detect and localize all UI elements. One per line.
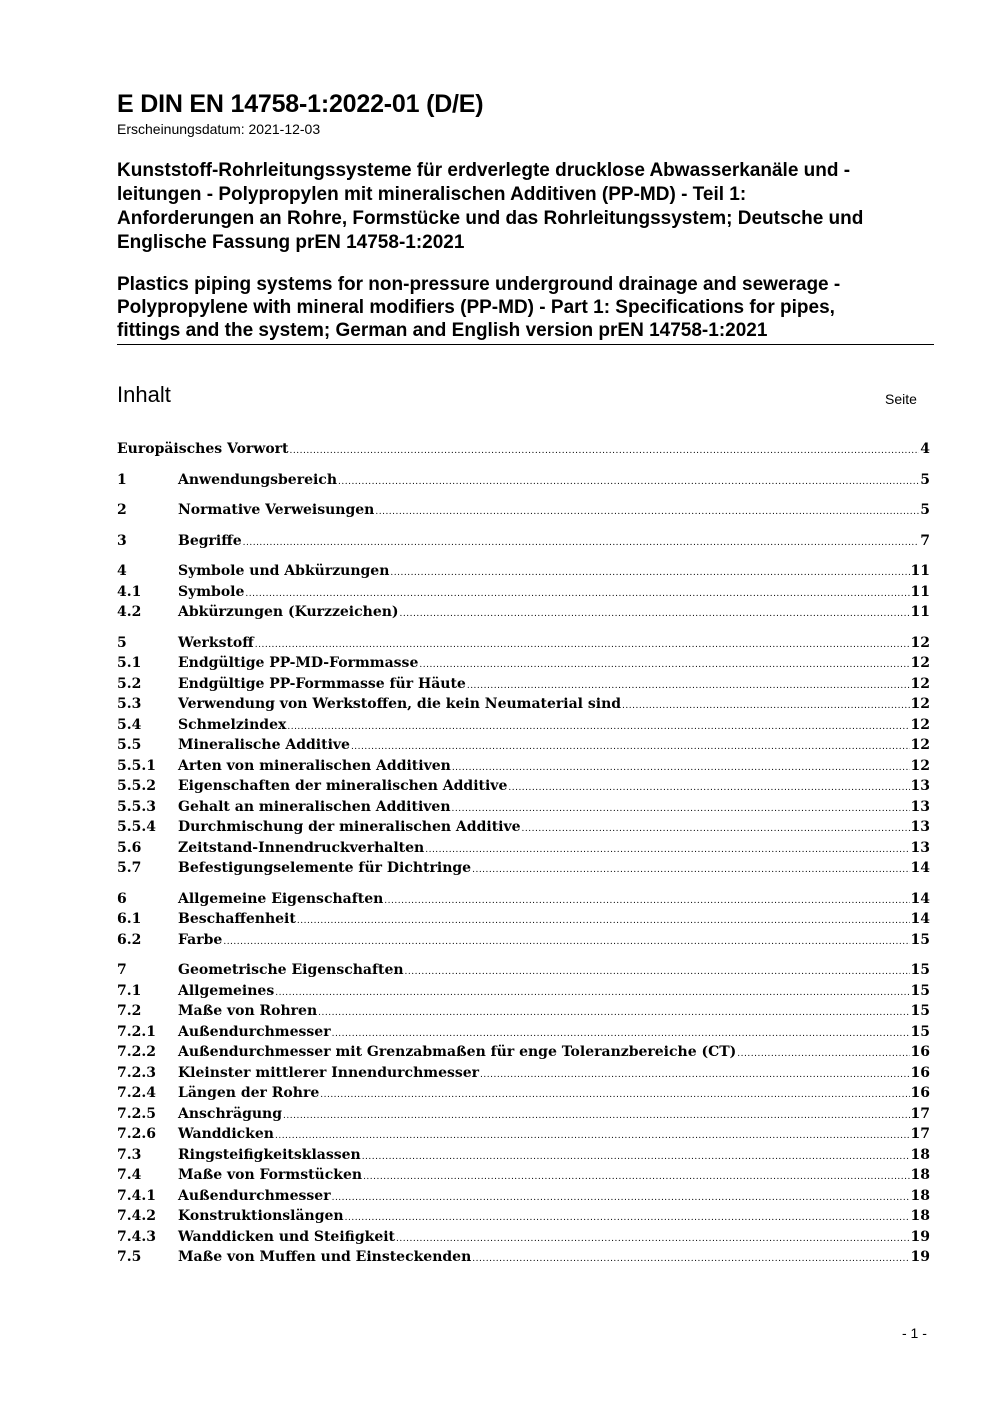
title-divider bbox=[117, 344, 934, 345]
toc-entry-title: Wanddicken und Steifigkeit bbox=[178, 1228, 396, 1245]
toc-entry-number: 7.4.3 bbox=[117, 1228, 156, 1245]
toc-entry-title: Normative Verweisungen bbox=[178, 502, 375, 518]
toc-entry-number: 7.2.4 bbox=[117, 1085, 156, 1101]
toc-dot-leader bbox=[351, 735, 910, 758]
toc-entry-number: 5.4 bbox=[117, 716, 142, 733]
toc-entry-title: Symbole bbox=[178, 583, 245, 600]
toc-dot-leader bbox=[425, 838, 909, 861]
toc-entry-page: 17 bbox=[910, 1105, 930, 1122]
toc-entry-number: 7.3 bbox=[117, 1146, 142, 1163]
title-english bbox=[117, 273, 927, 342]
toc-entry-page: 18 bbox=[910, 1167, 930, 1183]
toc-dot-leader bbox=[345, 1206, 910, 1229]
toc-entry[interactable] bbox=[117, 602, 930, 623]
toc-entry-page: 13 bbox=[910, 778, 930, 794]
toc-entry-title: Allgemeine Eigenschaften bbox=[178, 890, 384, 907]
toc-entry[interactable] bbox=[117, 981, 930, 1002]
toc-group bbox=[117, 633, 930, 879]
toc-dot-leader bbox=[405, 960, 910, 983]
toc-entry-page: 12 bbox=[910, 634, 930, 651]
toc-entry-title: Außendurchmesser bbox=[178, 1187, 331, 1204]
toc-entry-title: Wanddicken bbox=[178, 1126, 274, 1142]
toc-entry-page: 7 bbox=[920, 532, 930, 549]
toc-entry[interactable] bbox=[117, 735, 930, 756]
toc-entry-page: 18 bbox=[910, 1208, 930, 1224]
toc-entry-page: 14 bbox=[910, 860, 930, 876]
toc-entry[interactable] bbox=[117, 1124, 930, 1145]
toc-entry-number: 7.4.1 bbox=[117, 1187, 156, 1204]
toc-entry[interactable] bbox=[117, 838, 930, 859]
toc-entry[interactable] bbox=[117, 653, 930, 674]
toc-entry-number: 7.2 bbox=[117, 1003, 142, 1019]
toc-entry-page: 15 bbox=[910, 962, 930, 978]
toc-entry-title: Eigenschaften der mineralischen Additive bbox=[178, 778, 508, 794]
toc-entry-page: 15 bbox=[910, 1003, 930, 1019]
toc-dot-leader bbox=[332, 1186, 910, 1209]
toc-entry-title: Mineralische Additive bbox=[178, 737, 350, 753]
toc-entry[interactable] bbox=[117, 1206, 930, 1227]
toc-dot-leader bbox=[283, 1104, 910, 1127]
toc-dot-leader bbox=[384, 889, 909, 912]
toc-dot-leader bbox=[396, 1227, 909, 1250]
toc-entry-page: 17 bbox=[910, 1126, 930, 1142]
toc-entry-number: 5.5.2 bbox=[117, 778, 156, 794]
toc-entry-page: 15 bbox=[910, 931, 930, 948]
toc-dot-leader bbox=[419, 653, 909, 676]
toc-entry-page: 12 bbox=[910, 757, 930, 774]
toc-entry-page: 14 bbox=[910, 890, 930, 907]
toc-entry-title: Beschaffenheit bbox=[178, 911, 296, 927]
toc-dot-leader bbox=[452, 797, 910, 820]
toc-entry[interactable] bbox=[117, 1063, 930, 1084]
toc-group bbox=[117, 439, 930, 460]
title-english-line: Plastics piping systems for non-pressure underground drainage and sewerage - bbox=[117, 274, 841, 295]
title-german bbox=[117, 159, 927, 255]
toc-entry-page: 19 bbox=[910, 1228, 930, 1245]
toc-entry-number: 7 bbox=[117, 962, 127, 978]
toc-entry-number: 7.2.5 bbox=[117, 1105, 156, 1122]
toc-entry[interactable] bbox=[117, 1001, 930, 1022]
toc-entry-number: 5.5.1 bbox=[117, 757, 156, 774]
toc-entry-number: 6 bbox=[117, 890, 127, 907]
toc-entry-page: 16 bbox=[910, 1085, 930, 1101]
toc-group bbox=[117, 960, 930, 1268]
toc-entry-page: 12 bbox=[910, 675, 930, 692]
toc-entry-page: 12 bbox=[910, 716, 930, 733]
document-id: E DIN EN 14758-1:2022-01 (D/E) bbox=[117, 90, 484, 118]
toc-entry-page: 16 bbox=[910, 1044, 930, 1060]
page-number: - 1 - bbox=[902, 1325, 927, 1341]
toc-entry-page: 15 bbox=[910, 1023, 930, 1040]
toc-entry[interactable] bbox=[117, 1022, 930, 1043]
toc-entry-page: 18 bbox=[910, 1146, 930, 1163]
toc-entry[interactable] bbox=[117, 531, 930, 552]
toc-entry-title: Europäisches Vorwort bbox=[117, 441, 289, 457]
toc-entry-page: 5 bbox=[920, 502, 930, 518]
toc-entry[interactable] bbox=[117, 909, 930, 930]
toc-entry-number: 5.7 bbox=[117, 860, 142, 876]
toc-dot-leader bbox=[452, 756, 910, 779]
toc-entry[interactable] bbox=[117, 715, 930, 736]
toc-entry-number: 5.5.3 bbox=[117, 798, 156, 815]
toc-entry-title: Begriffe bbox=[178, 532, 242, 549]
toc-entry-number: 7.4.2 bbox=[117, 1208, 156, 1224]
toc-entry[interactable] bbox=[117, 889, 930, 910]
toc-dot-leader bbox=[223, 930, 909, 953]
title-english-line: fittings and the system; German and English version prEN 14758-1:2021 bbox=[117, 320, 768, 341]
toc-entry-page: 16 bbox=[910, 1064, 930, 1081]
toc-entry-title: Gehalt an mineralischen Additiven bbox=[178, 798, 451, 815]
toc-entry[interactable] bbox=[117, 1247, 930, 1268]
toc-entry-title: Anschrägung bbox=[178, 1105, 283, 1122]
toc-entry-title: Maße von Formstücken bbox=[178, 1167, 363, 1183]
toc-entry-title: Ringsteifigkeitsklassen bbox=[178, 1146, 361, 1163]
toc-group bbox=[117, 889, 930, 951]
toc-entry-page: 5 bbox=[920, 471, 930, 488]
toc-dot-leader bbox=[480, 1063, 909, 1086]
toc-entry[interactable] bbox=[117, 1104, 930, 1125]
toc-entry-page: 18 bbox=[910, 1187, 930, 1204]
toc-entry-title: Abkürzungen (Kurzzeichen) bbox=[178, 604, 399, 620]
toc-entry[interactable] bbox=[117, 930, 930, 951]
toc-entry-number: 7.2.1 bbox=[117, 1023, 156, 1040]
toc-entry-number: 7.5 bbox=[117, 1249, 142, 1265]
toc-dot-leader bbox=[332, 1022, 910, 1045]
toc-dot-leader bbox=[472, 858, 909, 881]
toc-entry-title: Symbole und Abkürzungen bbox=[178, 563, 390, 579]
toc-entry-number: 3 bbox=[117, 532, 127, 549]
toc-entry-number: 5.2 bbox=[117, 675, 142, 692]
toc-entry[interactable] bbox=[117, 582, 930, 603]
toc-entry-title: Geometrische Eigenschaften bbox=[178, 962, 404, 978]
toc-entry-title: Maße von Rohren bbox=[178, 1003, 318, 1019]
toc-entry-page: 14 bbox=[910, 911, 930, 927]
title-german-line: Anforderungen an Rohre, Formstücke und das Rohrleitungssystem; Deutsche und bbox=[117, 208, 864, 229]
toc-entry-number: 5.5 bbox=[117, 737, 142, 753]
toc-entry-number: 2 bbox=[117, 502, 127, 518]
toc-entry-title: Allgemeines bbox=[178, 982, 275, 999]
toc-entry[interactable] bbox=[117, 1145, 930, 1166]
toc-entry-number: 4 bbox=[117, 563, 127, 579]
toc-dot-leader bbox=[338, 470, 919, 493]
toc-entry-title: Längen der Rohre bbox=[178, 1085, 320, 1101]
toc-dot-leader bbox=[522, 817, 910, 840]
toc-entry-page: 11 bbox=[910, 563, 930, 579]
toc-page-column-label: Seite bbox=[885, 391, 917, 407]
toc-dot-leader bbox=[390, 561, 909, 584]
toc-entry-title: Farbe bbox=[178, 931, 223, 948]
toc-entry-title: Arten von mineralischen Additiven bbox=[178, 757, 451, 774]
toc-entry-title: Endgültige PP-MD-Formmasse bbox=[178, 655, 419, 671]
toc-entry-number: 7.2.6 bbox=[117, 1126, 156, 1142]
toc-entry[interactable] bbox=[117, 797, 930, 818]
toc-entry[interactable] bbox=[117, 439, 930, 460]
toc-entry-title: Werkstoff bbox=[178, 634, 254, 651]
toc-entry[interactable] bbox=[117, 500, 930, 521]
toc-dot-leader bbox=[287, 715, 909, 738]
toc-entry-title: Außendurchmesser bbox=[178, 1023, 331, 1040]
toc-entry[interactable] bbox=[117, 470, 930, 491]
toc-entry-number: 6.2 bbox=[117, 931, 142, 948]
toc-dot-leader bbox=[362, 1145, 910, 1168]
toc-entry-number: 6.1 bbox=[117, 911, 142, 927]
toc-entry[interactable] bbox=[117, 1042, 930, 1063]
toc-entry-title: Maße von Muffen und Einsteckenden bbox=[178, 1249, 472, 1265]
toc-dot-leader bbox=[243, 531, 920, 554]
toc-entry[interactable] bbox=[117, 674, 930, 695]
toc-entry-title: Zeitstand-Innendruckverhalten bbox=[178, 839, 425, 856]
toc-entry[interactable] bbox=[117, 817, 930, 838]
toc-entry-title: Verwendung von Werkstoffen, die kein Neumaterial sind bbox=[178, 696, 622, 712]
toc-entry[interactable] bbox=[117, 1083, 930, 1104]
toc-heading: Inhalt bbox=[117, 382, 171, 407]
toc-entry-title: Konstruktionslängen bbox=[178, 1208, 344, 1224]
toc-entry[interactable] bbox=[117, 858, 930, 879]
toc-dot-leader bbox=[297, 909, 910, 932]
toc-entry-page: 15 bbox=[910, 982, 930, 999]
toc-entry[interactable] bbox=[117, 756, 930, 777]
toc-entry-number: 7.2.3 bbox=[117, 1064, 156, 1081]
toc-entry-page: 12 bbox=[910, 737, 930, 753]
toc-entry-title: Kleinster mittlerer Innendurchmesser bbox=[178, 1064, 480, 1081]
toc-entry-number: 7.1 bbox=[117, 982, 142, 999]
toc-entry-title: Schmelzindex bbox=[178, 716, 287, 733]
toc-dot-leader bbox=[508, 776, 909, 799]
toc-entry-title: Anwendungsbereich bbox=[178, 471, 337, 488]
toc-entry-number: 5.3 bbox=[117, 696, 142, 712]
toc-entry[interactable] bbox=[117, 960, 930, 981]
toc-entry-number: 4.2 bbox=[117, 604, 142, 620]
toc-entry[interactable] bbox=[117, 1227, 930, 1248]
toc-dot-leader bbox=[318, 1001, 909, 1024]
toc-entry[interactable] bbox=[117, 1165, 930, 1186]
toc-dot-leader bbox=[472, 1247, 909, 1270]
toc-group bbox=[117, 470, 930, 491]
toc-entry-page: 11 bbox=[910, 604, 930, 620]
toc-entry[interactable] bbox=[117, 561, 930, 582]
toc-entry-page: 13 bbox=[910, 798, 930, 815]
toc-entry-number: 7.2.2 bbox=[117, 1044, 156, 1060]
toc-entry-number: 7.4 bbox=[117, 1167, 142, 1183]
toc-group bbox=[117, 500, 930, 521]
toc-dot-leader bbox=[255, 633, 910, 656]
toc-entry-number: 5.5.4 bbox=[117, 819, 156, 835]
toc-entry[interactable] bbox=[117, 1186, 930, 1207]
toc-entry-title: Außendurchmesser mit Grenzabmaßen für enge Toleranzbereiche (CT) bbox=[178, 1044, 737, 1060]
toc-dot-leader bbox=[290, 439, 920, 462]
toc-dot-leader bbox=[467, 674, 910, 697]
toc-entry[interactable] bbox=[117, 694, 930, 715]
toc-entry-page: 11 bbox=[910, 583, 930, 600]
toc-entry-number: 5.6 bbox=[117, 839, 142, 856]
toc-entry-number: 5.1 bbox=[117, 655, 142, 671]
table-of-contents bbox=[117, 439, 930, 1278]
toc-entry-page: 19 bbox=[910, 1249, 930, 1265]
title-german-line: Englische Fassung prEN 14758-1:2021 bbox=[117, 232, 465, 253]
toc-dot-leader bbox=[375, 500, 919, 523]
toc-dot-leader bbox=[400, 602, 910, 625]
publication-date: Erscheinungsdatum: 2021-12-03 bbox=[117, 121, 321, 137]
toc-group bbox=[117, 561, 930, 623]
title-german-line: leitungen - Polypropylen mit mineralischen Additiven (PP-MD) - Teil 1: bbox=[117, 184, 747, 205]
toc-entry-title: Durchmischung der mineralischen Additive bbox=[178, 819, 521, 835]
toc-entry-page: 4 bbox=[920, 441, 930, 457]
toc-entry-number: 1 bbox=[117, 471, 127, 488]
toc-entry-number: 5 bbox=[117, 634, 127, 651]
toc-dot-leader bbox=[275, 981, 909, 1004]
toc-entry[interactable] bbox=[117, 776, 930, 797]
toc-entry-page: 13 bbox=[910, 839, 930, 856]
toc-group bbox=[117, 531, 930, 552]
toc-entry-number: 4.1 bbox=[117, 583, 142, 600]
toc-dot-leader bbox=[622, 694, 909, 717]
title-german-line: Kunststoff-Rohrleitungssysteme für erdverlegte drucklose Abwasserkanäle und - bbox=[117, 160, 851, 181]
toc-dot-leader bbox=[363, 1165, 909, 1188]
toc-entry[interactable] bbox=[117, 633, 930, 654]
toc-entry-page: 12 bbox=[910, 655, 930, 671]
toc-dot-leader bbox=[737, 1042, 909, 1065]
toc-dot-leader bbox=[320, 1083, 909, 1106]
toc-dot-leader bbox=[275, 1124, 910, 1147]
toc-dot-leader bbox=[245, 582, 909, 605]
toc-entry-title: Endgültige PP-Formmasse für Häute bbox=[178, 675, 466, 692]
toc-entry-title: Befestigungselemente für Dichtringe bbox=[178, 860, 472, 876]
title-english-line: Polypropylene with mineral modifiers (PP-MD) - Part 1: Specifications for pipes, bbox=[117, 297, 835, 318]
toc-entry-page: 12 bbox=[910, 696, 930, 712]
toc-entry-page: 13 bbox=[910, 819, 930, 835]
